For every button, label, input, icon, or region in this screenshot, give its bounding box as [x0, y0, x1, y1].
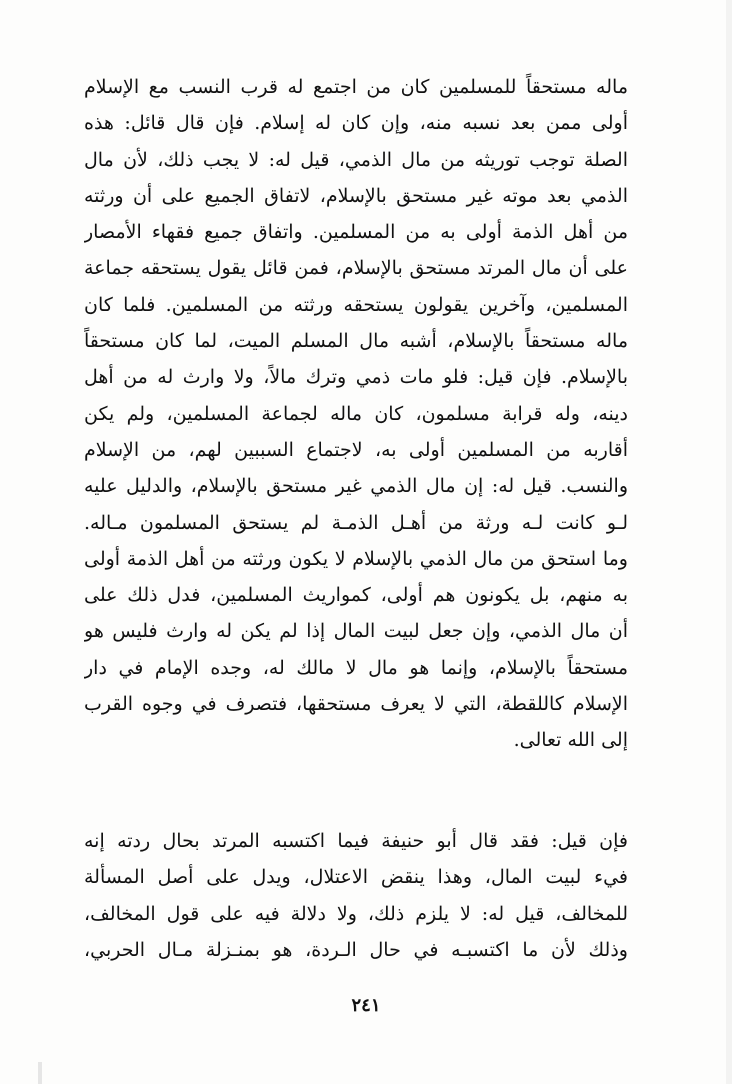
text-line: الذمي بعد موته غير مستحق بالإسلام، لاتفاق الجميع على أن ورثته [84, 184, 628, 207]
page-edge [726, 0, 732, 1084]
text-line: مستحقاً بالإسلام، وإنما هو مال لا مالك له، وجده الإمام في دار [84, 656, 628, 679]
text-line: أن مال الذمي، وإن جعل لبيت المال إذا لم يكن له وارث فليس هو [84, 620, 628, 643]
text-line: ماله مستحقاً للمسلمين كان من اجتمع له قرب النسب مع الإسلام [84, 76, 628, 98]
text-line: الإسلام كاللقطة، التي لا يعرف مستحقها، فتصرف في وجوه القرب [84, 693, 628, 716]
text-line: من أهل الذمة أولى به من المسلمين. واتفاق جميع فقهاء الأمصار [84, 221, 628, 244]
text-line: لـو كانت لـه ورثة من أهـل الذمـة لم يستحق المسلمون مـاله. [84, 511, 628, 534]
page-number: ٢٤١ [351, 995, 381, 1016]
text-line: والنسب. قيل له: إن مال الذمي غير مستحق بالإسلام، والدليل عليه [84, 475, 628, 498]
text-line: على أن مال المرتد مستحق بالإسلام، فمن قائل يقول يستحقه جماعة [84, 257, 628, 280]
text-line: ماله مستحقاً بالإسلام، أشبه مال المسلم الميت، لما كان مستحقاً [84, 330, 628, 353]
text-line: إلى الله تعالى. [513, 729, 628, 752]
text-line: فيء لبيت المال، وهذا ينقض الاعتلال، ويدل على أصل المسألة [84, 866, 628, 889]
text-line: وما استحق من مال الذمي بالإسلام لا يكون ورثته من أهل الذمة أولى [84, 547, 628, 570]
text-line: بالإسلام. فإن قيل: فلو مات ذمي وترك مالاً، ولا وارث له من أهل [84, 366, 628, 389]
text-line: الصلة توجب توريثه من مال الذمي، قيل له: لا يجب ذلك، لأن مال [84, 148, 628, 171]
text-line: فإن قيل: فقد قال أبو حنيفة فيما اكتسبه المرتد بحال ردته إنه [84, 830, 628, 852]
scan-mark [38, 1062, 42, 1084]
text-line: المسلمين، وآخرين يقولون يستحقه ورثته من المسلمين. فلما كان [84, 293, 628, 316]
text-line: به منهم، بل يكونون هم أولى، كمواريث المسلمين، فدل ذلك على [84, 584, 628, 607]
text-line: للمخالف، قيل له: لا يلزم ذلك، ولا دلالة فيه على قول المخالف، [84, 902, 628, 925]
text-line: وذلك لأن ما اكتسبـه في حال الـردة، هو بمنـزلة مـال الحربي، [84, 938, 628, 961]
text-line: أقاربه من المسلمين أولى به، لاجتماع السببين لهم، من الإسلام [84, 438, 628, 461]
text-line: دينه، وله قرابة مسلمون، كان ماله لجماعة المسلمين، ولم يكن [84, 402, 628, 425]
paragraph-1 [84, 69, 628, 759]
paragraph-2 [84, 823, 628, 968]
text-line: أولى ممن بعد نسبه منه، وإن كان له إسلام. فإن قال قائل: هذه [84, 112, 628, 135]
